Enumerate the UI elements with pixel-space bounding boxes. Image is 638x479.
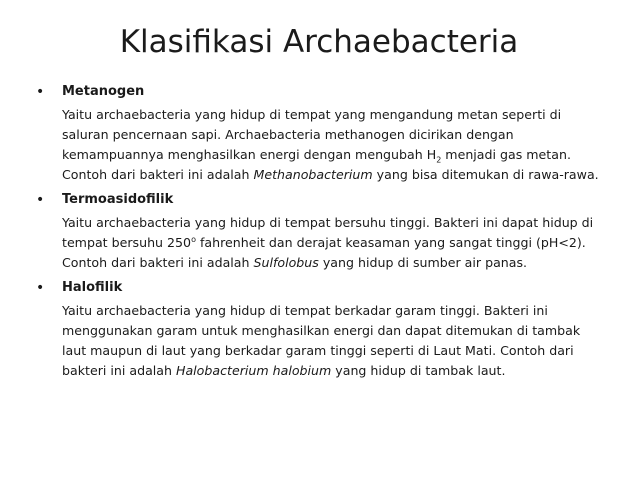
section-paragraph: [36, 213, 602, 273]
section-termoasidofilik: [36, 191, 602, 273]
paragraph-text: yang hidup di tambak laut.: [331, 363, 506, 378]
section-halofilik: [36, 279, 602, 381]
section-metanogen: [36, 83, 602, 185]
section-paragraph: [36, 301, 602, 381]
slide-title: Klasifikasi Archaebacteria: [119, 24, 519, 60]
section-heading: Metanogen: [62, 84, 145, 99]
bullet-icon: •: [36, 84, 45, 100]
paragraph-text: fahrenheit dan derajat keasaman yang sangat tinggi (pH<2). Contoh dari bakteri ini adalah: [62, 235, 586, 270]
bullet-icon: •: [36, 280, 45, 296]
paragraph-text: Yaitu archaebacteria yang hidup di tempat bersuhu tinggi. Bakteri ini dapat hidup di tempat bersuhu 250: [62, 215, 594, 250]
species-name: Sulfolobus: [253, 255, 319, 270]
superscript-text: o: [191, 234, 196, 244]
section-heading: Termoasidofilik: [62, 192, 174, 207]
section-heading-row: [36, 83, 602, 101]
section-heading-row: [36, 279, 602, 297]
paragraph-text: yang bisa ditemukan di rawa-rawa.: [372, 167, 599, 182]
paragraph-text: Yaitu archaebacteria yang hidup di tempat yang mengandung metan seperti di saluran pencernaan sapi. Archaebacteria methanogen dicirikan dengan kemampuannya menghasilkan energi dengan mengubah H: [62, 107, 562, 162]
content-body: [36, 83, 602, 387]
subscript-text: 2: [436, 155, 442, 165]
section-heading: Halofilik: [62, 280, 123, 295]
species-name: Methanobacterium: [253, 167, 373, 182]
bullet-icon: •: [36, 192, 45, 208]
paragraph-text: menjadi gas metan. Contoh dari bakteri ini adalah: [62, 147, 571, 182]
paragraph-text: yang hidup di sumber air panas.: [318, 255, 528, 270]
section-paragraph: [36, 105, 602, 185]
section-heading-row: [36, 191, 602, 209]
paragraph-text: Yaitu archaebacteria yang hidup di tempat berkadar garam tinggi. Bakteri ini menggunakan garam untuk menghasilkan energi dan dapat ditemukan di tambak laut maupun di laut yang berkadar garam tinggi seperti di Laut Mati. Contoh dari bakteri ini adalah: [62, 303, 581, 378]
species-name: Halobacterium halobium: [175, 363, 332, 378]
